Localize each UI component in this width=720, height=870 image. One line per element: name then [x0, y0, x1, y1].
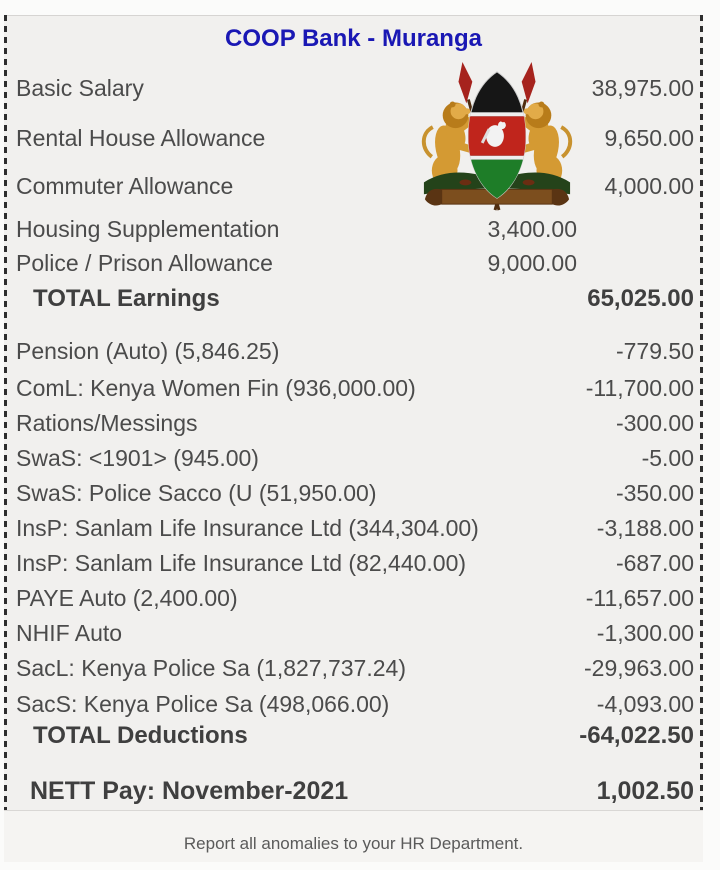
row-value: -4,093.00: [596, 691, 694, 717]
row-label: Police / Prison Allowance: [16, 250, 273, 276]
row-swas-police-sacco: [16, 480, 694, 507]
row-nhif-auto: [16, 620, 694, 647]
row-label: InsP: Sanlam Life Insurance Ltd (344,304.00): [16, 515, 479, 541]
row-total-earnings: [33, 285, 694, 313]
row-paye-auto: [16, 585, 694, 612]
row-value: 38,975.00: [591, 75, 694, 101]
row-value: -11,700.00: [585, 375, 694, 401]
card-border-top: [4, 15, 703, 16]
row-label: Basic Salary: [16, 75, 144, 101]
row-swas-1901: [16, 445, 694, 472]
row-value: 1,002.50: [596, 777, 694, 805]
row-pension-auto: [16, 338, 694, 365]
row-commuter-allowance: [16, 173, 694, 200]
row-coml-kenya-women-fin: [16, 375, 694, 402]
row-value: -687.00: [615, 550, 694, 576]
row-label: InsP: Sanlam Life Insurance Ltd (82,440.00): [16, 550, 467, 576]
row-label: Commuter Allowance: [16, 173, 234, 199]
row-label: SacS: Kenya Police Sa (498,066.00): [16, 691, 390, 717]
footer-strip: [4, 810, 703, 862]
row-label: NETT Pay: November-2021: [30, 777, 349, 805]
row-label: ComL: Kenya Women Fin (936,000.00): [16, 375, 416, 401]
row-value: -779.50: [615, 338, 694, 364]
row-basic-salary: [16, 75, 694, 102]
row-label: SwaS: Police Sacco (U (51,950.00): [16, 480, 377, 506]
row-value: 65,025.00: [587, 285, 694, 312]
row-nett-pay: [30, 777, 694, 806]
row-rations-messings: [16, 410, 694, 437]
row-value: -29,963.00: [584, 655, 694, 681]
row-total-deductions: [33, 722, 694, 750]
row-label: TOTAL Deductions: [33, 722, 248, 749]
row-label: Rations/Messings: [16, 410, 198, 436]
row-value: 9,650.00: [604, 125, 694, 151]
row-insp-sanlam-1: [16, 515, 694, 542]
row-label: SacL: Kenya Police Sa (1,827,737.24): [16, 655, 406, 681]
row-rental-house-allowance: [16, 125, 694, 152]
row-sacl-kenya-police: [16, 655, 694, 682]
row-insp-sanlam-2: [16, 550, 694, 577]
row-sacs-kenya-police: [16, 691, 694, 718]
row-value: -3,188.00: [596, 515, 694, 541]
row-label: NHIF Auto: [16, 620, 123, 646]
row-housing-supplementation: [16, 216, 577, 243]
row-value: -64,022.50: [579, 722, 694, 749]
row-label: TOTAL Earnings: [33, 285, 220, 312]
row-label: Housing Supplementation: [16, 216, 280, 242]
row-label: PAYE Auto (2,400.00): [16, 585, 238, 611]
row-label: SwaS: <1901> (945.00): [16, 445, 259, 471]
card-border-left: [4, 15, 7, 862]
row-value: -350.00: [615, 480, 694, 506]
row-value: -300.00: [615, 410, 694, 436]
row-label: Pension (Auto) (5,846.25): [16, 338, 280, 364]
row-value: 4,000.00: [604, 173, 694, 199]
row-value: 3,400.00: [487, 216, 577, 242]
row-value: -1,300.00: [596, 620, 694, 646]
row-value: 9,000.00: [487, 250, 577, 276]
card-border-right: [700, 15, 703, 862]
row-value: -11,657.00: [585, 585, 694, 611]
row-label: Rental House Allowance: [16, 125, 266, 151]
footer-note: Report all anomalies to your HR Department.: [183, 833, 524, 853]
payslip-title: COOP Bank - Muranga: [225, 25, 482, 52]
payslip-card: [4, 15, 703, 862]
row-police-prison-allowance: [16, 250, 577, 277]
row-value: -5.00: [641, 445, 694, 471]
